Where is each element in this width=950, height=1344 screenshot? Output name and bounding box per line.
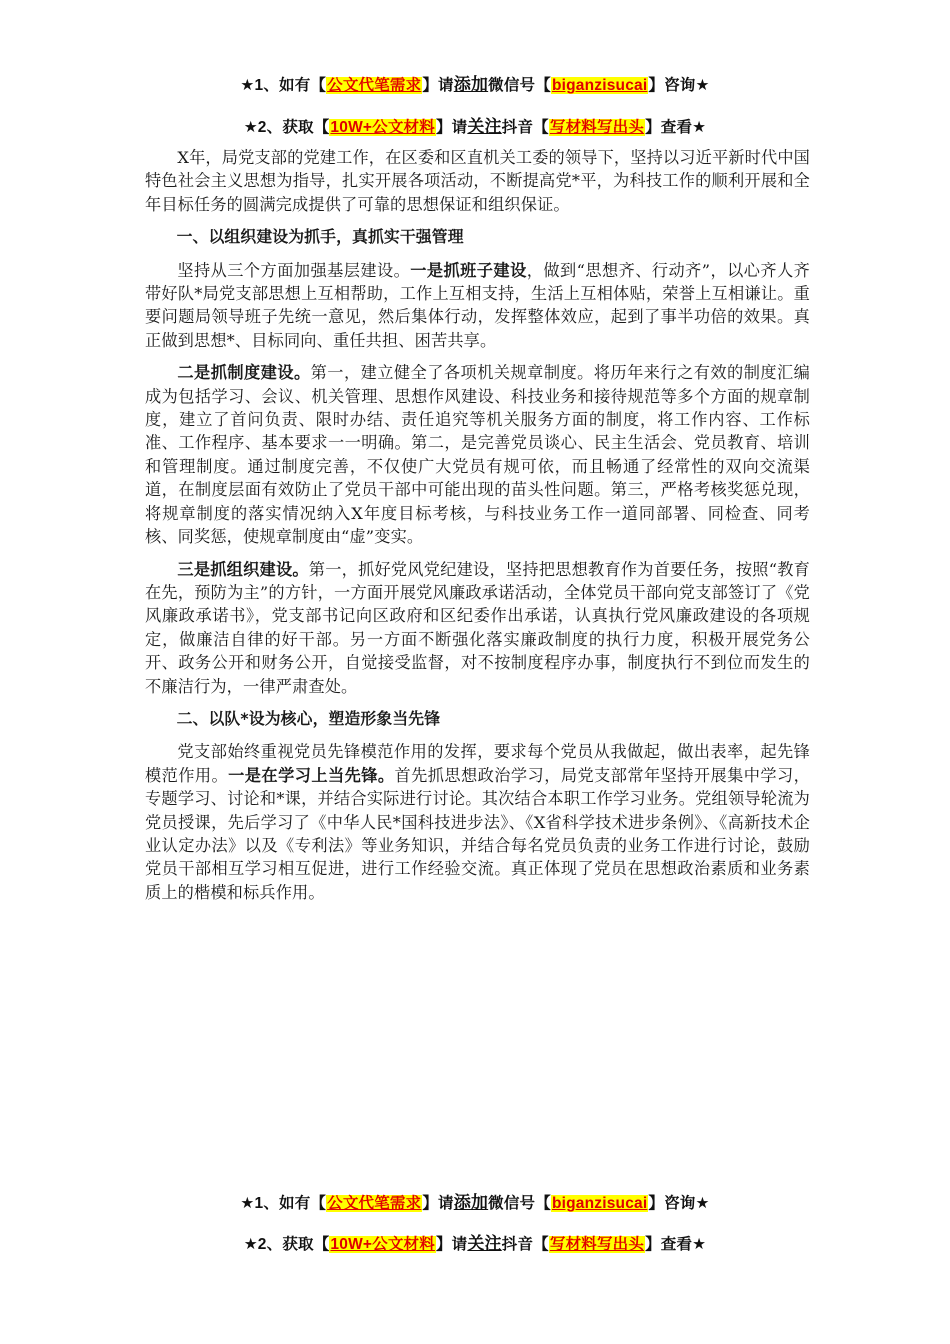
intro-paragraph: X年，局党支部的党建工作，在区委和区直机关工委的领导下，坚持以习近平新时代中国特色社会主义思想为指导，扎实开展各项活动，不断提高党*平，为科技工作的顺利开展和全年目标任务的圆满完成提供了可靠的思想保证和组织保证。: [145, 148, 810, 214]
paragraph-text: 第一，建立健全了各项机关规章制度。将历年来行之有效的制度汇编成为包括学习、会议、机关管理、思想作风建设、科技业务和接待规范等多个方面的规章制度，建立了首问负责、限时办结、责任追究等机关服务方面的制度，将工作内容、工作标准、工作程序、基本要求一一明确。第二，是完善党员谈心、民主生活会、党员教育、培训和管理制度。通过制度完善，不仅使广大党员有规可依，而且畅通了经常性的双向交流渠道，在制度层面有效防止了党员干部中可能出现的苗头性问题。第三，严格考核奖惩兑现，将规章制度的落实情况纳入X年度目标考核，与科技业务工作一道同部署、同检查、同考核、同奖惩，使规章制度由“虚”变实。: [145, 363, 810, 547]
paragraph-system-building: [145, 361, 810, 548]
banner-text: ★2、获取【: [243, 119, 330, 136]
paragraph-text: 坚持从三个方面加强基层建设。: [177, 260, 411, 280]
wechat-id-highlight: biganzisucai: [551, 77, 648, 94]
banner-text: 】咨询★: [648, 77, 710, 94]
banner-highlight: 10W+公文材料: [330, 1236, 435, 1253]
bold-lead: 一是抓班子建设: [410, 260, 527, 280]
banner-emphasis: 添加: [453, 1193, 489, 1212]
section-heading-2: 二、以队*设为核心，塑造形象当先锋: [176, 708, 441, 728]
banner-text: 】查看★: [645, 119, 707, 136]
banner-emphasis: 关注: [467, 117, 502, 136]
paragraph-pioneer: [145, 740, 810, 904]
banner-text: 抖音【: [501, 1236, 549, 1253]
section-heading-1: 一、以组织建设为抓手，真抓实干强管理: [176, 227, 464, 247]
banner-text: ★1、如有【: [240, 1195, 327, 1212]
wechat-id-highlight: biganzisucai: [551, 1195, 648, 1212]
promo-banner-top-1: [0, 70, 950, 95]
banner-text: 微信号【: [488, 1195, 551, 1212]
paragraph-text: 首先抓思想政治学习，局党支部常年坚持开展集中学习，专题学习、讨论和*课，并结合实际进行讨论。其次结合本职工作学习业务。党组领导轮流为党员授课，先后学习了《中华人民*国科技进步法》、《X省科学技术进步条例》、《高新技术企业认定办法》以及《专利法》等业务知识，并结合每名党员负责的业务工作进行讨论，鼓励党员干部相互学习相互促进，进行工作经验交流。真正体现了党员在思想政治素质和业务素质上的楷模和标兵作用。: [145, 765, 811, 902]
banner-emphasis: 添加: [453, 75, 489, 94]
document-body: [145, 146, 810, 913]
banner-text: ★2、获取【: [243, 1236, 330, 1253]
bold-lead: 三是抓组织建设。: [177, 559, 309, 579]
banner-highlight: 10W+公文材料: [330, 119, 435, 136]
promo-banner-bottom-1: [0, 1188, 950, 1213]
paragraph-team-building: [145, 259, 810, 353]
banner-highlight: 公文代笔需求: [327, 77, 422, 94]
douyin-id-highlight: 写材料写出头: [549, 1236, 645, 1253]
paragraph-text: 第一，抓好党风党纪建设，坚持把思想教育作为首要任务，按照“教育在先，预防为主”的方针，一方面开展党风廉政承诺活动，全体党员干部向党支部签订了《党风廉政承诺书》，党支部书记向区政府和区纪委作出承诺，认真执行党风廉政建设的各项规定，做廉洁自律的好干部。另一方面不断强化落实廉政制度的执行力度，积极开展党务公开、政务公开和财务公开，自觉接受监督，对不按制度程序办事，制度执行不到位而发生的不廉洁行为，一律严肃查处。: [145, 559, 810, 696]
paragraph-text: 党支部始终重视党员先锋模范作用的发挥，要求每个党员从我做起，做出表率，起先锋模范作用。: [145, 742, 810, 785]
banner-text: 】请: [435, 1236, 468, 1253]
banner-text: 】请: [435, 119, 468, 136]
promo-banner-top-2: [0, 112, 950, 137]
douyin-id-highlight: 写材料写出头: [549, 119, 645, 136]
banner-text: 】查看★: [645, 1236, 707, 1253]
banner-text: 】请: [422, 77, 454, 94]
banner-emphasis: 关注: [467, 1234, 502, 1253]
paragraph-text: ，做到“思想齐、行动齐”，以心齐人齐带好队*局党支部思想上互相帮助，工作上互相支持，生活上互相体贴，荣誉上互相谦让。重要问题局领导班子先统一意见，然后集体行动，发挥整体效应，起到了事半功倍的效果。真正做到思想*、目标同向、重任共担、困苦共享。: [145, 260, 810, 350]
paragraph-organization-building: [145, 558, 810, 698]
bold-lead: 二是抓制度建设。: [177, 363, 311, 383]
banner-text: 微信号【: [488, 77, 551, 94]
banner-text: 】咨询★: [648, 1195, 710, 1212]
banner-highlight: 公文代笔需求: [327, 1195, 422, 1212]
bold-lead: 一是在学习上当先锋。: [228, 765, 395, 785]
banner-text: 】请: [422, 1195, 454, 1212]
banner-text: ★1、如有【: [240, 77, 327, 94]
promo-banner-bottom-2: [0, 1229, 950, 1254]
banner-text: 抖音【: [501, 119, 549, 136]
